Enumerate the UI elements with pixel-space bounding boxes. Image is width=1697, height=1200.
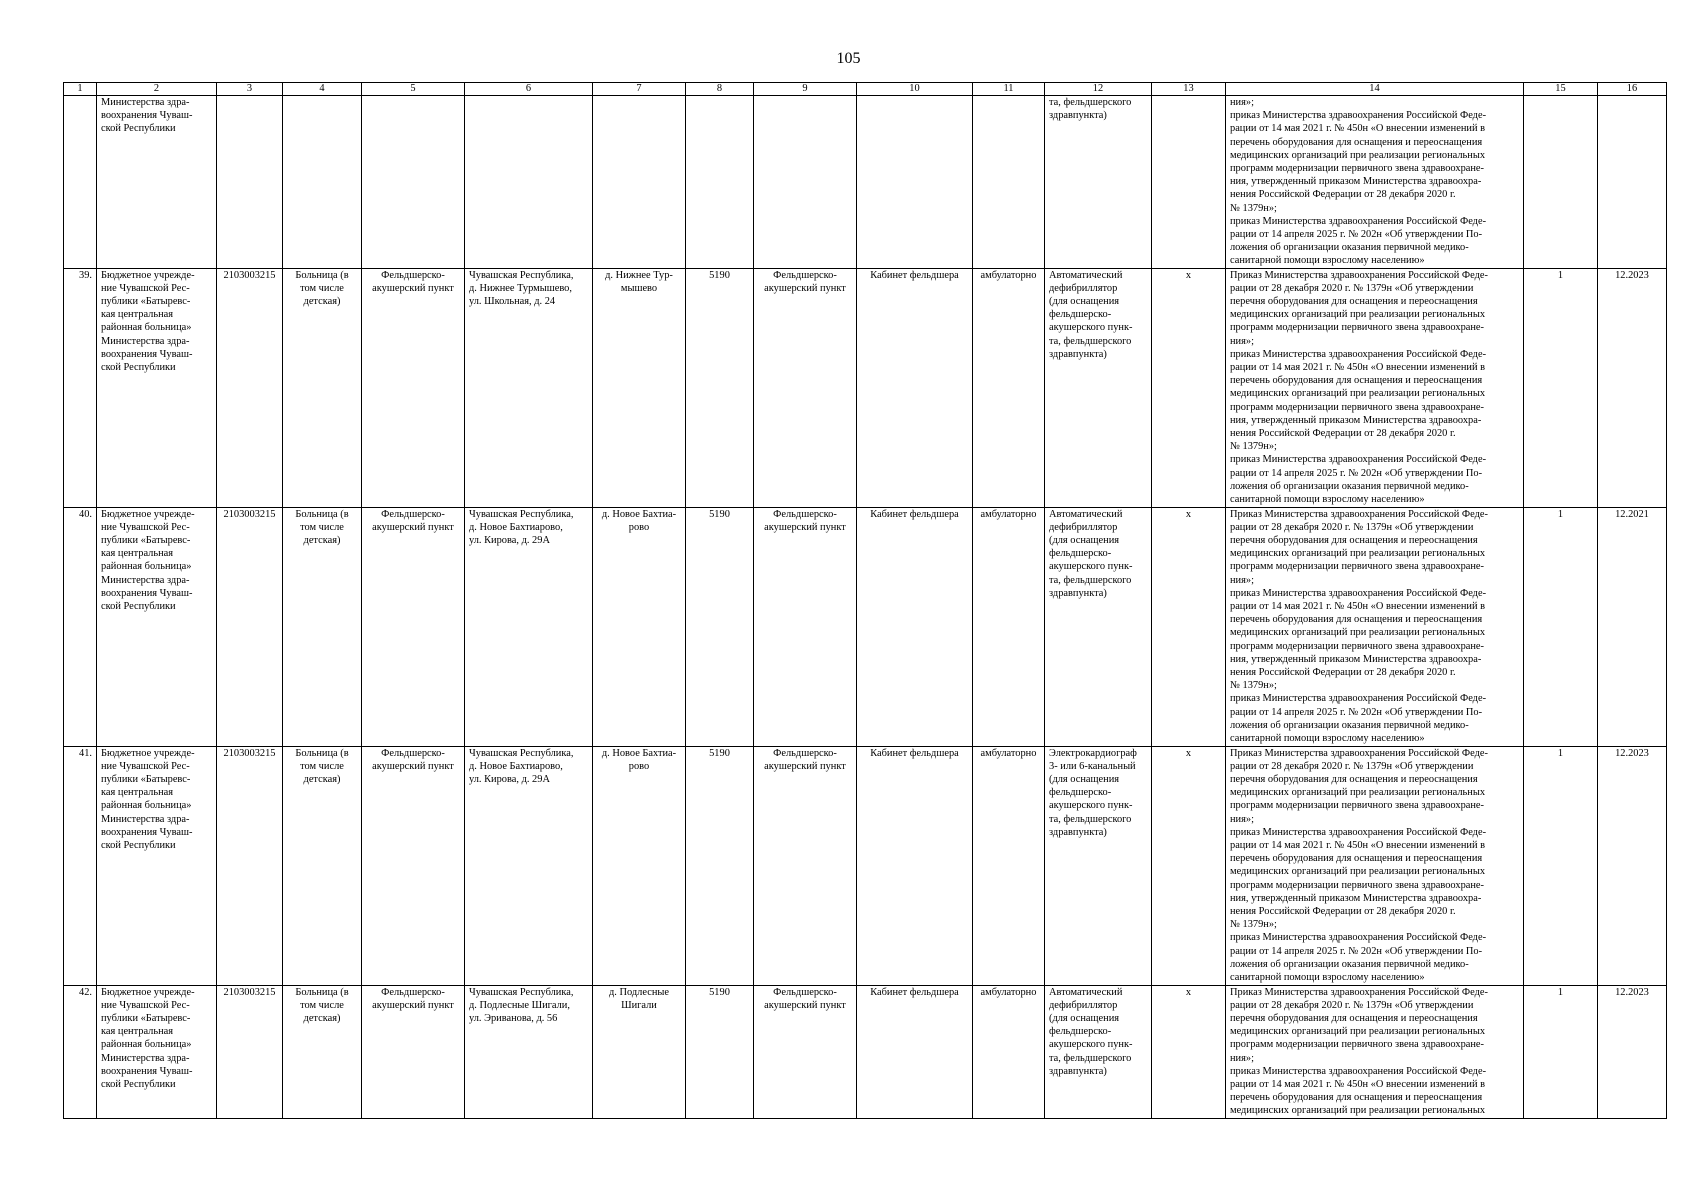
column-header: 4 xyxy=(283,83,362,96)
cell-equipment: та, фельдшерского здравпункта) xyxy=(1045,96,1152,269)
cell-row-number: 40. xyxy=(64,507,97,746)
cell-mode: амбулаторно xyxy=(973,507,1045,746)
cell-code: 5190 xyxy=(686,268,754,507)
cell-organization: Бюджетное учрежде- ние Чувашской Рес- публики «Батыревс- кая центральная районная больница» Министерства здра- воохранения Чуваш- ской Республики xyxy=(97,985,217,1118)
cell-code xyxy=(686,96,754,269)
cell-settlement: д. Новое Бахтиа- рово xyxy=(593,746,686,985)
cell-inn: 2103003215 xyxy=(217,507,283,746)
column-header: 1 xyxy=(64,83,97,96)
cell-date: 12.2023 xyxy=(1598,746,1667,985)
column-header: 7 xyxy=(593,83,686,96)
cell-subunit: Фельдшерско- акушерский пункт xyxy=(754,507,857,746)
cell-unit: Фельдшерско- акушерский пункт xyxy=(362,507,465,746)
table-row xyxy=(64,96,1667,269)
equipment-table xyxy=(63,82,1667,1119)
cell-legal-basis: Приказ Министерства здравоохранения Российской Феде- рации от 28 декабря 2020 г. № 1379н «Об утверждении перечня оборудования для оснащения и переоснащения медицинских организаций при реализации региональных программ модернизации первичного звена здравоохране- ния»; приказ Министерства здравоохранения Российской Феде- рации от 14 мая 2021 г. № 450н «О внесении изменений в перечень оборудования для оснащения и переоснащения медицинских организаций при реализации региональных xyxy=(1226,985,1524,1118)
cell-mode: амбулаторно xyxy=(973,746,1045,985)
cell-equipment: Автоматический дефибриллятор (для оснащения фельдшерско- акушерского пунк- та, фельдшерского здравпункта) xyxy=(1045,985,1152,1118)
column-header: 14 xyxy=(1226,83,1524,96)
cell-equipment: Автоматический дефибриллятор (для оснащения фельдшерско- акушерского пунк- та, фельдшерского здравпункта) xyxy=(1045,268,1152,507)
page-number: 105 xyxy=(836,50,861,67)
cell-organization: Министерства здра- воохранения Чуваш- ской Республики xyxy=(97,96,217,269)
cell-date xyxy=(1598,96,1667,269)
cell-x: x xyxy=(1152,985,1226,1118)
cell-unit: Фельдшерско- акушерский пункт xyxy=(362,268,465,507)
column-header: 16 xyxy=(1598,83,1667,96)
cell-room xyxy=(857,96,973,269)
cell-quantity: 1 xyxy=(1524,507,1598,746)
table-row xyxy=(64,985,1667,1118)
column-header: 13 xyxy=(1152,83,1226,96)
cell-quantity: 1 xyxy=(1524,746,1598,985)
cell-legal-basis: ния»; приказ Министерства здравоохранения Российской Феде- рации от 14 мая 2021 г. № 450н «О внесении изменений в перечень оборудования для оснащения и переоснащения медицинских организаций при реализации региональных программ модернизации первичного звена здравоохране- ния, утвержденный приказом Министерства здравоохра- нения Российской Федерации от 28 декабря 2020 г. № 1379н»; приказ Министерства здравоохранения Российской Феде- рации от 14 апреля 2025 г. № 202н «Об утверждении По- ложения об организации оказания первичной медико- санитарной помощи взрослому населению» xyxy=(1226,96,1524,269)
cell-x: x xyxy=(1152,268,1226,507)
column-header: 15 xyxy=(1524,83,1598,96)
cell-unit: Фельдшерско- акушерский пункт xyxy=(362,985,465,1118)
cell-inn: 2103003215 xyxy=(217,268,283,507)
cell-legal-basis: Приказ Министерства здравоохранения Российской Феде- рации от 28 декабря 2020 г. № 1379н «Об утверждении перечня оборудования для оснащения и переоснащения медицинских организаций при реализации региональных программ модернизации первичного звена здравоохране- ния»; приказ Министерства здравоохранения Российской Феде- рации от 14 мая 2021 г. № 450н «О внесении изменений в перечень оборудования для оснащения и переоснащения медицинских организаций при реализации региональных программ модернизации первичного звена здравоохране- ния, утвержденный приказом Министерства здравоохра- нения Российской Федерации от 28 декабря 2020 г. № 1379н»; приказ Министерства здравоохранения Российской Феде- рации от 14 апреля 2025 г. № 202н «Об утверждении По- ложения об организации оказания первичной медико- санитарной помощи взрослому населению» xyxy=(1226,268,1524,507)
cell-x: x xyxy=(1152,507,1226,746)
cell-address: Чувашская Республика, д. Новое Бахтиарово, ул. Кирова, д. 29А xyxy=(465,746,593,985)
cell-inn: 2103003215 xyxy=(217,985,283,1118)
table-row xyxy=(64,746,1667,985)
cell-facility-type: Больница (в том числе детская) xyxy=(283,746,362,985)
cell-mode xyxy=(973,96,1045,269)
cell-quantity xyxy=(1524,96,1598,269)
cell-inn: 2103003215 xyxy=(217,746,283,985)
cell-subunit: Фельдшерско- акушерский пункт xyxy=(754,746,857,985)
cell-equipment: Автоматический дефибриллятор (для оснащения фельдшерско- акушерского пунк- та, фельдшерского здравпункта) xyxy=(1045,507,1152,746)
cell-row-number: 41. xyxy=(64,746,97,985)
cell-code: 5190 xyxy=(686,507,754,746)
cell-facility-type: Больница (в том числе детская) xyxy=(283,507,362,746)
cell-settlement: д. Подлесные Шигали xyxy=(593,985,686,1118)
cell-organization: Бюджетное учрежде- ние Чувашской Рес- публики «Батыревс- кая центральная районная больница» Министерства здра- воохранения Чуваш- ской Республики xyxy=(97,268,217,507)
cell-mode: амбулаторно xyxy=(973,268,1045,507)
column-header: 3 xyxy=(217,83,283,96)
column-header: 11 xyxy=(973,83,1045,96)
cell-settlement: д. Новое Бахтиа- рово xyxy=(593,507,686,746)
column-header: 6 xyxy=(465,83,593,96)
cell-room: Кабинет фельдшера xyxy=(857,268,973,507)
cell-subunit xyxy=(754,96,857,269)
cell-date: 12.2023 xyxy=(1598,985,1667,1118)
cell-address xyxy=(465,96,593,269)
cell-inn xyxy=(217,96,283,269)
column-header: 8 xyxy=(686,83,754,96)
cell-facility-type xyxy=(283,96,362,269)
column-number-row xyxy=(64,83,1667,96)
cell-legal-basis: Приказ Министерства здравоохранения Российской Феде- рации от 28 декабря 2020 г. № 1379н «Об утверждении перечня оборудования для оснащения и переоснащения медицинских организаций при реализации региональных программ модернизации первичного звена здравоохране- ния»; приказ Министерства здравоохранения Российской Феде- рации от 14 мая 2021 г. № 450н «О внесении изменений в перечень оборудования для оснащения и переоснащения медицинских организаций при реализации региональных программ модернизации первичного звена здравоохране- ния, утвержденный приказом Министерства здравоохра- нения Российской Федерации от 28 декабря 2020 г. № 1379н»; приказ Министерства здравоохранения Российской Феде- рации от 14 апреля 2025 г. № 202н «Об утверждении По- ложения об организации оказания первичной медико- санитарной помощи взрослому населению» xyxy=(1226,746,1524,985)
cell-x xyxy=(1152,96,1226,269)
cell-organization: Бюджетное учрежде- ние Чувашской Рес- публики «Батыревс- кая центральная районная больница» Министерства здра- воохранения Чуваш- ской Республики xyxy=(97,746,217,985)
cell-room: Кабинет фельдшера xyxy=(857,746,973,985)
cell-equipment: Электрокардиограф 3- или 6-канальный (для оснащения фельдшерско- акушерского пунк- та, фельдшерского здравпункта) xyxy=(1045,746,1152,985)
cell-quantity: 1 xyxy=(1524,268,1598,507)
cell-quantity: 1 xyxy=(1524,985,1598,1118)
cell-row-number xyxy=(64,96,97,269)
cell-settlement: д. Нижнее Тур- мышево xyxy=(593,268,686,507)
column-header: 5 xyxy=(362,83,465,96)
cell-x: x xyxy=(1152,746,1226,985)
cell-subunit: Фельдшерско- акушерский пункт xyxy=(754,268,857,507)
cell-code: 5190 xyxy=(686,746,754,985)
column-header: 9 xyxy=(754,83,857,96)
column-header: 10 xyxy=(857,83,973,96)
cell-address: Чувашская Республика, д. Нижнее Турмышево, ул. Школьная, д. 24 xyxy=(465,268,593,507)
cell-code: 5190 xyxy=(686,985,754,1118)
cell-room: Кабинет фельдшера xyxy=(857,507,973,746)
cell-mode: амбулаторно xyxy=(973,985,1045,1118)
table-row xyxy=(64,268,1667,507)
cell-date: 12.2023 xyxy=(1598,268,1667,507)
cell-address: Чувашская Республика, д. Новое Бахтиарово, ул. Кирова, д. 29А xyxy=(465,507,593,746)
cell-facility-type: Больница (в том числе детская) xyxy=(283,985,362,1118)
cell-legal-basis: Приказ Министерства здравоохранения Российской Феде- рации от 28 декабря 2020 г. № 1379н «Об утверждении перечня оборудования для оснащения и переоснащения медицинских организаций при реализации региональных программ модернизации первичного звена здравоохране- ния»; приказ Министерства здравоохранения Российской Феде- рации от 14 мая 2021 г. № 450н «О внесении изменений в перечень оборудования для оснащения и переоснащения медицинских организаций при реализации региональных программ модернизации первичного звена здравоохране- ния, утвержденный приказом Министерства здравоохра- нения Российской Федерации от 28 декабря 2020 г. № 1379н»; приказ Министерства здравоохранения Российской Феде- рации от 14 апреля 2025 г. № 202н «Об утверждении По- ложения об организации оказания первичной медико- санитарной помощи взрослому населению» xyxy=(1226,507,1524,746)
cell-organization: Бюджетное учрежде- ние Чувашской Рес- публики «Батыревс- кая центральная районная больница» Министерства здра- воохранения Чуваш- ской Республики xyxy=(97,507,217,746)
cell-subunit: Фельдшерско- акушерский пункт xyxy=(754,985,857,1118)
cell-settlement xyxy=(593,96,686,269)
cell-unit xyxy=(362,96,465,269)
cell-row-number: 42. xyxy=(64,985,97,1118)
table-row xyxy=(64,507,1667,746)
column-header: 2 xyxy=(97,83,217,96)
column-header: 12 xyxy=(1045,83,1152,96)
cell-date: 12.2021 xyxy=(1598,507,1667,746)
cell-address: Чувашская Республика, д. Подлесные Шигали, ул. Эриванова, д. 56 xyxy=(465,985,593,1118)
cell-facility-type: Больница (в том числе детская) xyxy=(283,268,362,507)
cell-row-number: 39. xyxy=(64,268,97,507)
cell-unit: Фельдшерско- акушерский пункт xyxy=(362,746,465,985)
cell-room: Кабинет фельдшера xyxy=(857,985,973,1118)
